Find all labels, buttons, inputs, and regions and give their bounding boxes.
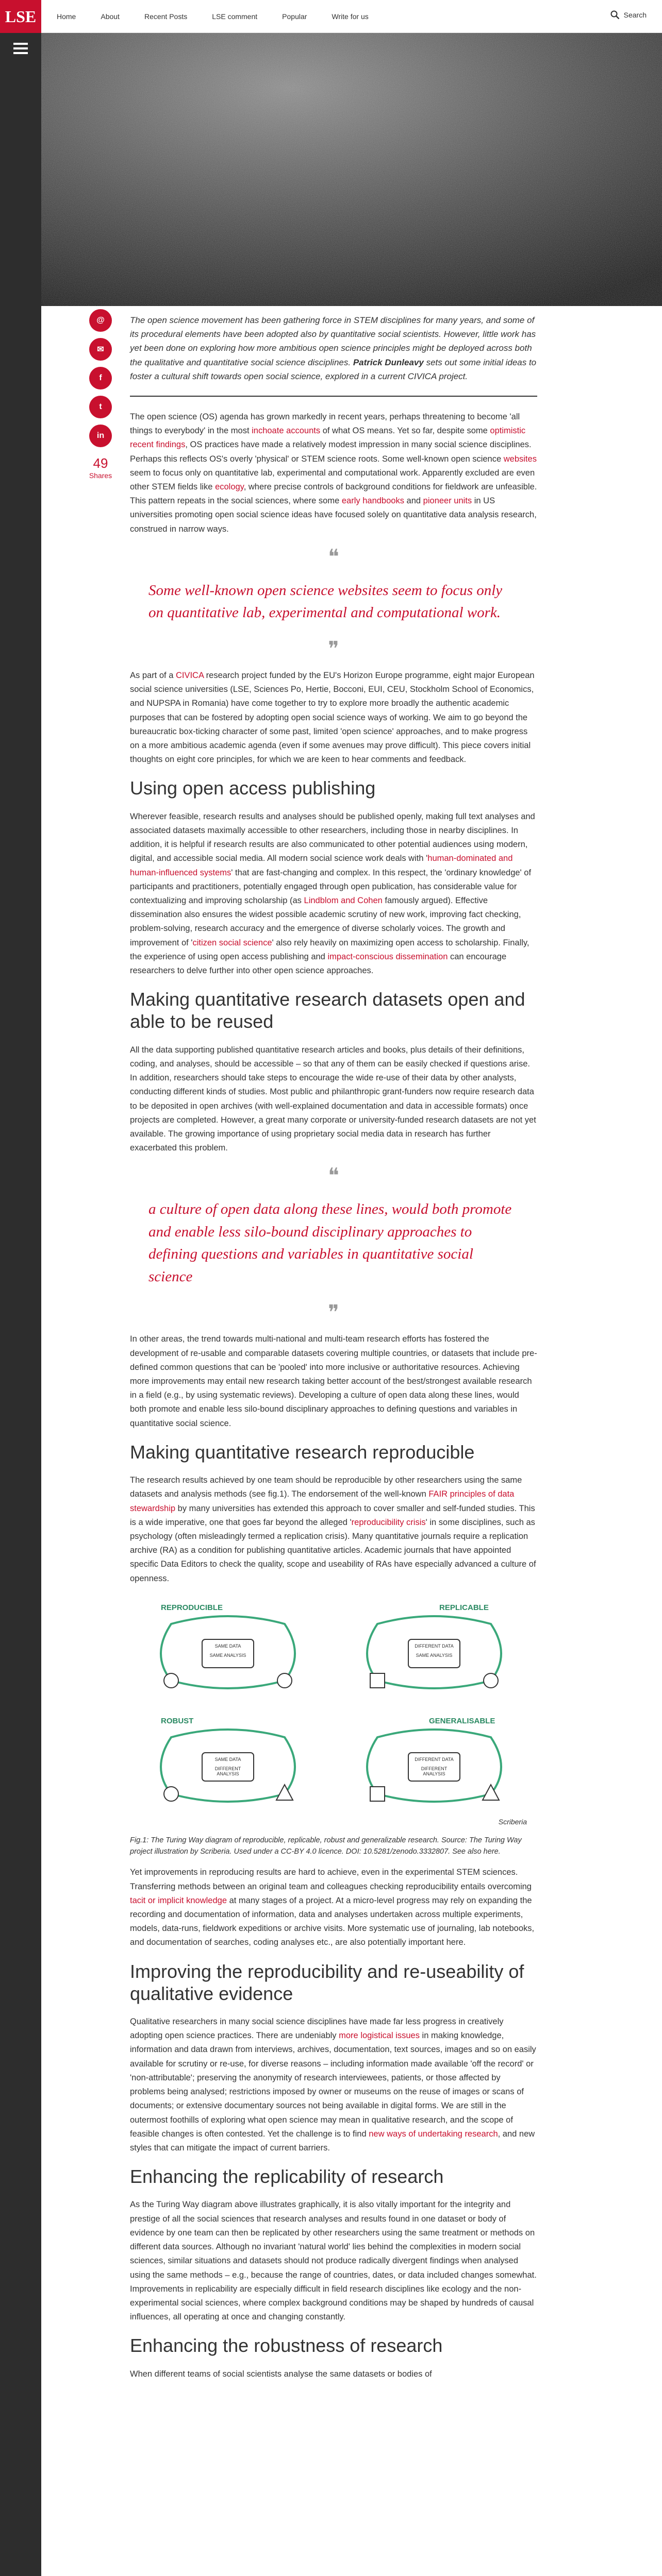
share-column	[88, 309, 113, 480]
heading-open-datasets: Making quantitative research datasets open and able to be reused	[130, 989, 525, 1032]
pullquote-text: a culture of open data along these lines, would both promote and enable less silo-bound disciplinary approaches to defining questions and variables in quantitative social science	[148, 1201, 512, 1285]
intro-text: The open science movement has been gathering force in STEM disciplines for many years, and some of its procedural elements have been adopted also by quantitative social scientists. However, little work has yet been done on exploring how more ambitious open science principles might be deployed across both the qualitative and quantitative social science disciplines.	[130, 315, 536, 367]
pullquote-text: Some well-known open science websites seem to focus only on quantitative lab, experimental and computational work.	[148, 582, 503, 621]
top-navigation	[41, 0, 662, 33]
facebook-icon[interactable]: f	[89, 367, 112, 389]
nav-about[interactable]: About	[101, 12, 120, 21]
pullquote-1	[130, 545, 537, 660]
panel-note: SAME ANALYSIS	[209, 1652, 246, 1658]
hero-image	[41, 33, 662, 306]
heading-robustness: Enhancing the robustness of research	[130, 2335, 443, 2357]
link-ecology[interactable]: ecology	[215, 482, 244, 492]
open-quote-icon: ❝	[328, 1164, 339, 1188]
paragraph-1: The open science (OS) agenda has grown markedly in recent years, perhaps threatening to become 'all things to everybody' in the most inchoate accounts of what OS means. Yet so far, despite some optimistic recent findings, OS practices have made a relatively modest impression in many social science disciplines. Perhaps this reflects OS's overly 'physical' or STEM science roots. Some well-known open science websites seem to focus only on quantitative lab, experimental and computational work. Apparently excluded are even other STEM fields like ecology, where precise controls of background conditions for fieldwork are unfeasible. This pattern repeats in the social sciences, where some early handbooks and pioneer units in US universities promoting open social science ideas have focused solely on quantitative data analysis research, construed in narrow ways.	[130, 412, 537, 534]
panel-note: DIFFERENT ANALYSIS	[421, 1766, 448, 1776]
paragraph-6: The research results achieved by one team should be reproducible by other researchers using the same datasets and analysis methods (see fig.1). The endorsement of the well-known FAIR principles of data stewardship by many universities has extended this approach to cover smaller and self-funded studies. This is a wide imperative, one that goes far beyond the alleged 'reproducibility crisis' in some disciplines, such as psychology (often misleadingly termed a replication crisis). Many quantitative journals require a replication archive (RA) as a condition for publishing quantitative articles. Academic journals that have appointed specific Data Editors to check the quality, scope and useability of RAs have especially advanced a culture of openness.	[130, 1476, 536, 1583]
nav-write-for-us[interactable]: Write for us	[332, 12, 369, 21]
nav-popular[interactable]: Popular	[282, 12, 307, 21]
panel-note: DIFFERENT DATA	[415, 1756, 454, 1762]
search-label: Search	[623, 11, 647, 19]
link-citizen-social-science[interactable]: citizen social science	[192, 938, 272, 947]
panel-title: REPRODUCIBLE	[161, 1603, 223, 1612]
link-pioneer-units[interactable]: pioneer units	[423, 496, 472, 506]
nav-lse-comment[interactable]: LSE comment	[212, 12, 258, 21]
linkedin-icon[interactable]: in	[89, 425, 112, 447]
paragraph-7: Yet improvements in reproducing results are hard to achieve, even in the experimental STEM sciences. Transferring methods between an original team and colleagues checking reproducibility entails overcoming tacit or implicit knowledge at many stages of a project. At a micro-level progress may rely on expanding the recording and documentation of information, data and analyses undertaken across multiple experiments, models, data-runs, fieldwork expeditions or archive visits. More systematic use of journaling, lab notebooks, and documentation of searches, coding analyses etc., are also potentially important here.	[130, 1868, 535, 1947]
nav-home[interactable]: Home	[57, 12, 76, 21]
panel-title: GENERALISABLE	[429, 1716, 495, 1725]
link-fair-principles[interactable]: FAIR principles of data stewardship	[130, 1489, 515, 1513]
intro-author[interactable]: Patrick Dunleavy	[353, 357, 424, 367]
link-early-handbooks[interactable]: early handbooks	[341, 496, 404, 506]
hamburger-menu-icon[interactable]	[11, 40, 30, 56]
article-intro	[130, 309, 537, 397]
paragraph-5: In other areas, the trend towards multi-national and multi-team research efforts has fostered the development of re-usable and comparable datasets covering multiple countries, or datasets that include pre-defined common questions that can be 'pooled' into more inclusive or authoritative resources. Achieving more improvements may entail new research taking better account of the best/strongest available research in a field (e.g., by using systematic reviews). Developing a culture of open data along these lines, would both promote and enable less silo-bound disciplinary approaches to defining questions and variables in quantitative social science.	[130, 1334, 537, 1428]
link-new-ways-research[interactable]: new ways of undertaking research	[369, 2129, 498, 2139]
share-count: 49	[93, 455, 108, 471]
link-optimistic-findings[interactable]: optimistic recent findings	[130, 426, 526, 450]
search-icon	[610, 10, 620, 20]
link-tacit-knowledge[interactable]: tacit or implicit knowledge	[130, 1895, 227, 1905]
paragraph-8: Qualitative researchers in many social science disciplines have made far less progress in creatively adopting open science practices. There are undeniably more logistical issues in making knowledge, information and data drawn from interviews, archives, documentation, text sources, images and so on easily available for scrutiny or re-use, for diverse reasons – including information made available 'off the record' or 'non-attributable'; preserving the anonymity of research interviewees, patients, or those affected by problems being analysed; restrictions imposed by owner or museums on the reuse of images or scans of documents; or extensive documentary sources not being available in digital forms. We are still in the outermost foothills of exploring what open science may mean in qualitative research, and the scope of feasible changes is often contested. Yet the challenge is to find new ways of undertaking research, and new styles that can mitigate the impact of current barriers.	[130, 2017, 536, 2153]
link-lindblom-cohen[interactable]: Lindblom and Cohen	[304, 895, 383, 905]
illustrator-signature: Scriberia	[498, 1817, 527, 1826]
panel-note: SAME ANALYSIS	[416, 1652, 453, 1658]
pullquote-2	[130, 1164, 537, 1325]
panel-reproducible	[140, 1603, 316, 1699]
email-icon[interactable]: @	[89, 309, 112, 332]
panel-replicable	[346, 1603, 522, 1699]
heading-qualitative: Improving the reproducibility and re-useability of qualitative evidence	[130, 1960, 524, 2004]
panel-note: DIFFERENT DATA	[415, 1643, 454, 1649]
panel-robust	[140, 1717, 316, 1812]
article-body	[130, 309, 537, 2392]
panel-note: SAME DATA	[214, 1756, 241, 1762]
intro-tail: sets out some initial ideas to foster a cultural shift towards open social science, explored in a current CIVICA project.	[130, 357, 537, 381]
link-inchoate-accounts[interactable]: inchoate accounts	[252, 426, 321, 436]
close-quote-icon: ❞	[328, 637, 339, 660]
link-websites[interactable]: websites	[503, 454, 537, 464]
paragraph-4: All the data supporting published quantitative research articles and books, plus details of their definitions, coding, and analyses, should be accessible – so that any of them can be easily checked if questions arise. In addition, researchers should take steps to encourage the wide re-use of their data by other analysts, conducting different kinds of studies. Most public and philanthropic grant-funders now require research data to be deposited in open archives (with well-explained documentation and data in accessible formats) once projects are completed. However, a great many corporate or university-funded research datasets are not yet available. The growing importance of using proprietary social media data in research has further exacerbated this problem.	[130, 1045, 536, 1153]
close-quote-icon: ❞	[328, 1301, 339, 1325]
twitter-icon[interactable]: t	[89, 396, 112, 418]
figure-caption: Fig.1: The Turing Way diagram of reproducible, replicable, robust and generalizable research. Source: The Turing Way project illustration by Scriberia. Used under a CC-BY 4.0 licence. DOI: 10.5281/zenodo.3332807. See also here.	[130, 1836, 522, 1856]
heading-open-access: Using open access publishing	[130, 777, 376, 799]
left-rail	[0, 0, 41, 2576]
heading-replicability: Enhancing the replicability of research	[130, 2166, 444, 2188]
link-human-dominated[interactable]: human-dominated and human-influenced systems	[130, 854, 513, 877]
figure-illustration	[130, 1598, 537, 1830]
heading-reproducible: Making quantitative research reproducible	[130, 1441, 475, 1463]
link-reproducibility-crisis[interactable]: reproducibility crisis	[351, 1517, 426, 1527]
search-button[interactable]	[610, 10, 647, 20]
panel-generalisable	[346, 1717, 522, 1812]
paragraph-9: As the Turing Way diagram above illustrates graphically, it is also vitally important for the integrity and prestige of all the social sciences that research analyses and results found in one dataset or body of evidence by one team can then be replicated by other researchers using the same treatment or methods on different data sources. Although no invariant 'natural world' lies behind the complexities in modern social sciences, similar situations and datasets should not produce radically divergent findings when analysed using the same methods – e.g., because the range of countries, dates, or data included changes somewhat. Improvements in replicability are especially difficult in field research disciplines like ecology and the non-experimental social sciences, where complex background conditions may be shaped by hundreds of causal influences, all operating at once and changing constantly.	[130, 2200, 537, 2322]
paragraph-3: Wherever feasible, research results and analyses should be published openly, making full text analyses and associated datasets maximally accessible to other researchers, including those in nearby disciplines. In addition, it is helpful if research results are also communicated to other potential audiences using modern, digital, and accessible social media. All modern social science work deals with 'human-dominated and human-influenced systems' that are fast-changing and complex. In this respect, the 'ordinary knowledge' of participants and practitioners, potentially engaged through open publication, has considerable value for contextualizing and improving scholarship (as Lindblom and Cohen famously argued). Effective dissemination also ensures the widest possible academic scrutiny of new work, improving fact checking, problem-solving, research accuracy and the emergence of diverse scholarly voices. The growth and improvement of 'citizen social science' also rely heavily on maximizing open access to scholarship. Finally, the experience of using open access publishing and impact-conscious dissemination can encourage researchers to delve further into other open science approaches.	[130, 811, 535, 976]
panel-title: ROBUST	[161, 1716, 194, 1725]
paragraph-10: When different teams of social scientists analyse the same datasets or bodies of	[130, 2369, 432, 2379]
panel-note: SAME DATA	[214, 1643, 241, 1649]
figure-turing-way	[130, 1598, 537, 1858]
site-logo[interactable]: LSE	[0, 0, 41, 33]
link-logistical-issues[interactable]: more logistical issues	[339, 2031, 420, 2041]
panel-title: REPLICABLE	[439, 1603, 489, 1612]
open-quote-icon: ❝	[328, 545, 339, 568]
link-civica[interactable]: CIVICA	[175, 670, 204, 680]
email-alt-icon[interactable]: ✉	[89, 338, 112, 361]
panel-note: DIFFERENT ANALYSIS	[214, 1766, 241, 1776]
nav-recent-posts[interactable]: Recent Posts	[144, 12, 188, 21]
share-label: Shares	[89, 471, 112, 480]
link-impact-conscious[interactable]: impact-conscious dissemination	[327, 952, 448, 961]
paragraph-2: As part of a CIVICA research project funded by the EU's Horizon Europe programme, eight major European social science universities (LSE, Sciences Po, Hertie, Bocconi, EUI, CEU, Stockholm School of Economics, and NUPSPA in Romania) have come together to try to explore more broadly the authentic academic purposes that can be fostered by adopting open social science ways of working. We aim to go beyond the bureaucratic box-ticking character of some past, limited 'open science' approaches, and to make progress on a more ambitious academic agenda (even if some avenues may prove difficult). This piece covers initial thoughts on eight core principles, for which we are keen to hear comments and feedback.	[130, 670, 535, 765]
